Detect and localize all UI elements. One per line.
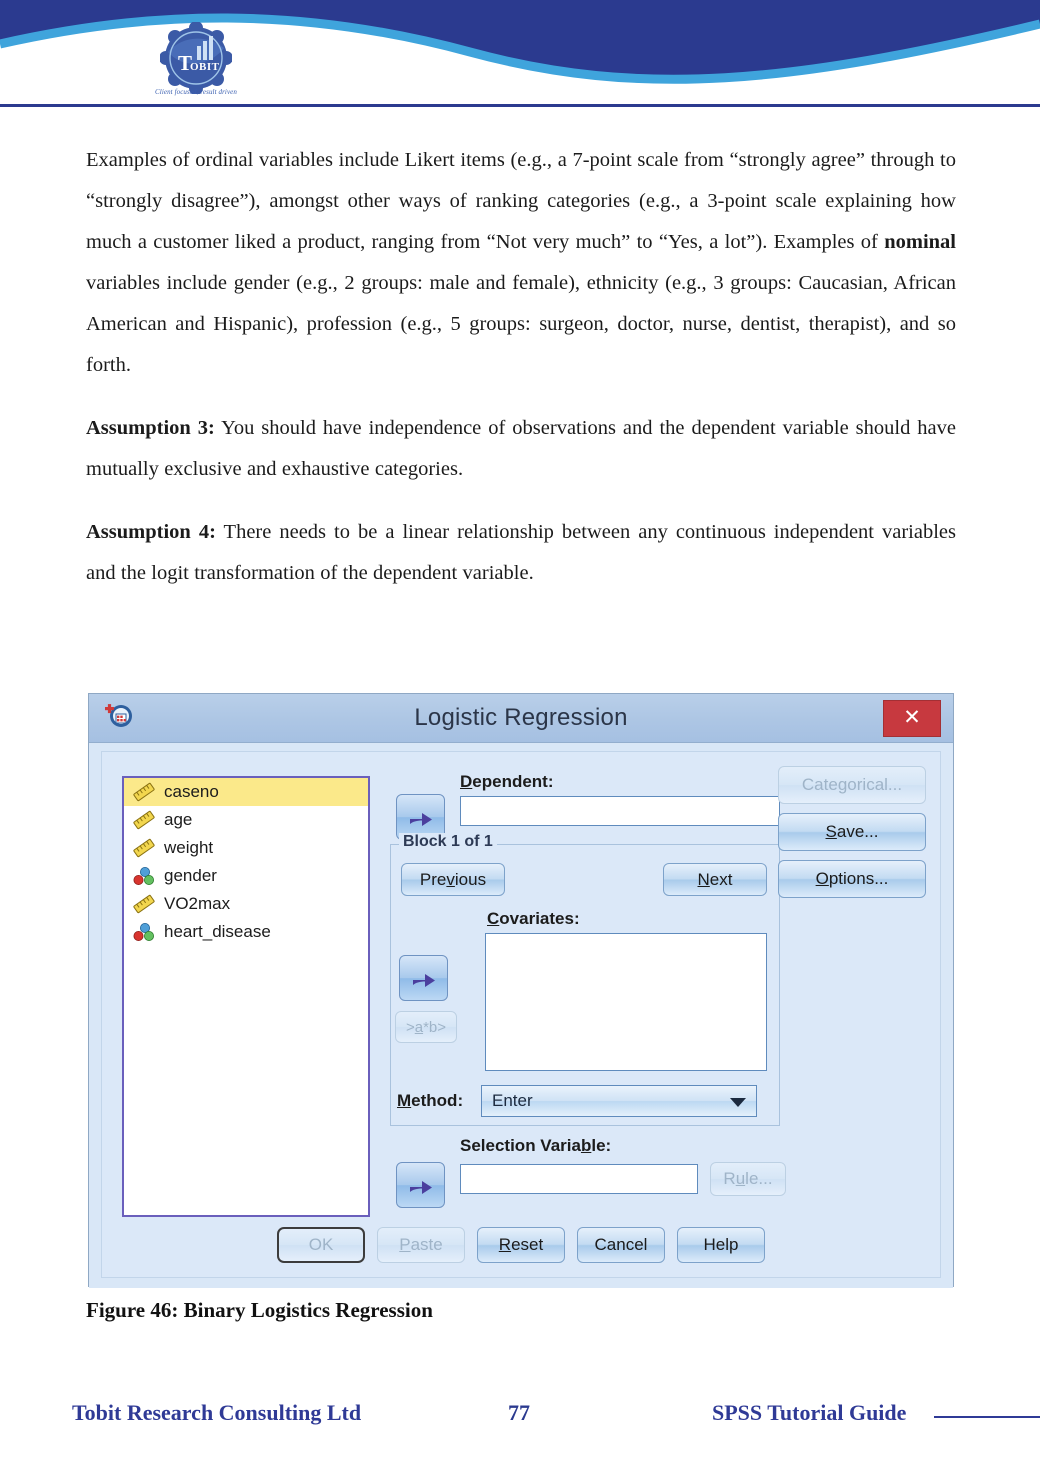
list-item[interactable] (124, 834, 368, 862)
document-body (86, 140, 956, 616)
dialog-title: Logistic Regression (414, 704, 628, 731)
arrow-right-icon (408, 806, 434, 828)
dependent-input[interactable] (460, 796, 780, 826)
list-item[interactable] (124, 806, 368, 834)
variable-name: caseno (164, 782, 219, 801)
covariates-listbox[interactable] (485, 933, 767, 1071)
rule-button[interactable]: Rule... (710, 1162, 786, 1196)
previous-block-button[interactable]: Previous (401, 863, 505, 896)
dialog-body (89, 743, 953, 1288)
nominal-variable-icon (132, 866, 156, 886)
figure-caption: Figure 46: Binary Logistics Regression (86, 1298, 433, 1322)
paragraph-ordinal-nominal: Examples of ordinal variables include Likert items (e.g., a 7-point scale from “strongly agree” through to “strongly disagree”), amongst other ways of ranking categories (e.g., a 3-point scale explaining how much a customer liked a product, ranging from “Not very much” to “Yes, a lot”). Examples of nominal variables include gender (e.g., 2 groups: male and female), ethnicity (e.g., 3 groups: Caucasian, African American and Hispanic), profession (e.g., 5 groups: surgeon, doctor, nurse, dentist, therapist), and so forth. (86, 149, 956, 376)
header-divider (0, 104, 1040, 107)
variable-name: heart_disease (164, 922, 271, 941)
save-button[interactable]: Save... (778, 813, 926, 851)
footer-guide-title: SPSS Tutorial Guide (712, 1400, 907, 1425)
scale-variable-icon (132, 894, 156, 914)
dialog-side-buttons (778, 766, 926, 907)
covariates-label: Covariates: (487, 909, 580, 928)
chevron-down-icon (730, 1098, 746, 1107)
selection-variable-input[interactable] (460, 1164, 698, 1194)
ok-button[interactable]: OK (277, 1227, 365, 1263)
variable-name: gender (164, 866, 217, 885)
logo-tagline: Client focused, result driven (155, 88, 237, 96)
dependent-label: Dependent: (460, 772, 554, 791)
tobit-badge-icon (160, 22, 232, 94)
page-footer (0, 1400, 1040, 1460)
dialog-titlebar (89, 694, 953, 743)
list-item[interactable] (124, 918, 368, 946)
paragraph-assumption-3: Assumption 3: You should have independence of observations and the dependent variable should have mutually exclusive and exhaustive categories. (86, 417, 956, 480)
list-item[interactable] (124, 890, 368, 918)
options-button[interactable]: Options... (778, 860, 926, 898)
paragraph-assumption-4: Assumption 4: There needs to be a linear relationship between any continuous independent variables and the logit transformation of the dependent variable. (86, 521, 957, 584)
list-item[interactable] (124, 778, 368, 806)
close-icon[interactable]: ✕ (883, 700, 941, 737)
interaction-term-button[interactable]: >a*b> (395, 1011, 457, 1043)
svg-text:T: T (178, 51, 193, 75)
cancel-button[interactable]: Cancel (577, 1227, 665, 1263)
dialog-action-buttons (102, 1227, 940, 1263)
footer-company: Tobit Research Consulting Ltd (72, 1400, 362, 1425)
variable-name: VO2max (164, 894, 231, 913)
move-to-covariates-button[interactable] (399, 955, 448, 1001)
page-header (0, 0, 1040, 104)
page-number: 77 (508, 1400, 530, 1425)
block-groupbox (390, 833, 780, 1126)
variable-name: weight (164, 838, 214, 857)
dialog-inner-panel (101, 751, 941, 1278)
company-logo (148, 22, 244, 102)
variable-source-list[interactable] (122, 776, 370, 1217)
footer-rule (934, 1416, 1040, 1418)
nominal-variable-icon (132, 922, 156, 942)
method-value: Enter (492, 1091, 533, 1110)
svg-text:OBIT: OBIT (190, 61, 220, 73)
move-to-selection-button[interactable] (396, 1162, 445, 1208)
dependent-label-rest: ependent: (472, 772, 554, 791)
scale-variable-icon (132, 782, 156, 802)
categorical-button[interactable]: Categorical... (778, 766, 926, 804)
help-button[interactable]: Help (677, 1227, 765, 1263)
method-select[interactable] (481, 1085, 757, 1117)
reset-button[interactable]: Reset (477, 1227, 565, 1263)
next-block-button[interactable]: Next (663, 863, 767, 896)
method-label: Method: (397, 1091, 464, 1110)
arrow-right-icon (411, 967, 437, 989)
logistic-regression-dialog (88, 693, 954, 1287)
scale-variable-icon (132, 810, 156, 830)
arrow-right-icon (408, 1174, 434, 1196)
scale-variable-icon (132, 838, 156, 858)
list-item[interactable] (124, 862, 368, 890)
paste-button[interactable]: Paste (377, 1227, 465, 1263)
variable-name: age (164, 810, 193, 829)
block-legend: Block 1 of 1 (399, 833, 497, 851)
selection-variable-label: Selection Variable: (460, 1136, 612, 1155)
